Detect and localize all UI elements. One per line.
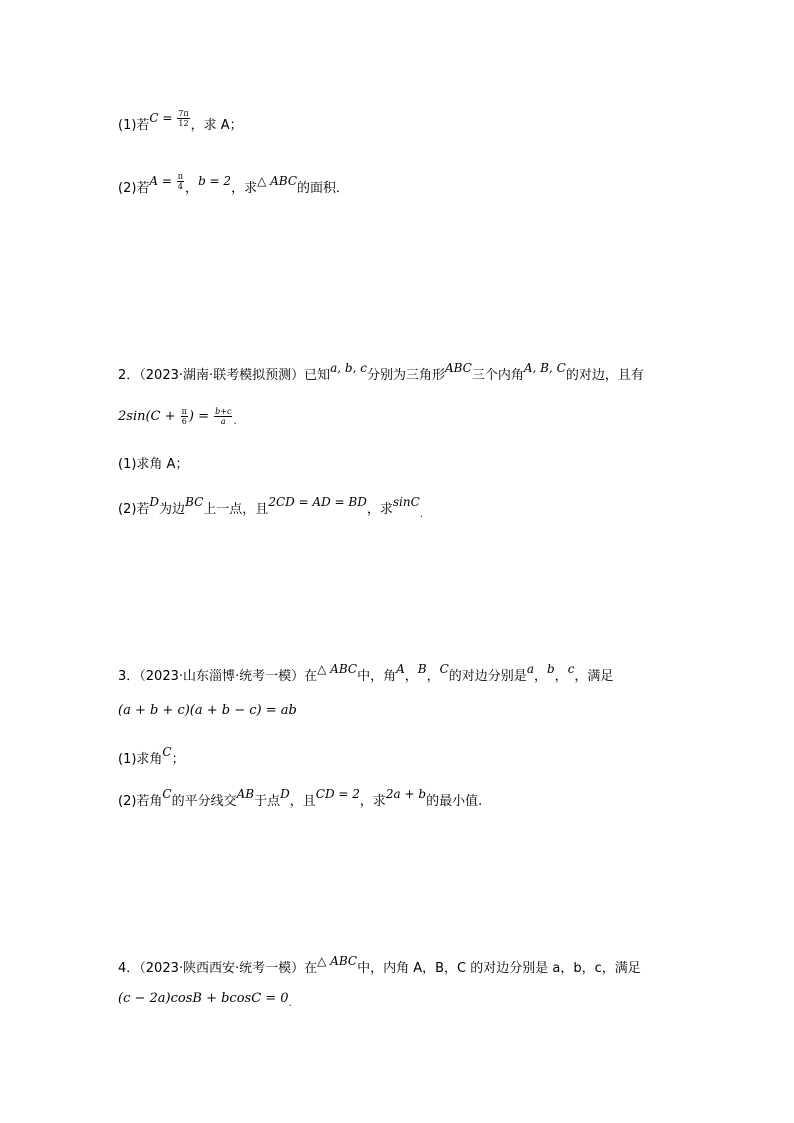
fraction-denominator: a [220,417,226,426]
period: . [288,998,292,1009]
fraction [177,172,184,191]
text-segment: 的平分线交 [171,794,237,809]
text-segment: ，求 A； [190,118,243,133]
fraction [177,109,189,128]
text-segment: ，求 [366,502,393,517]
math-expression: D [149,495,160,509]
math-expression: C + [150,409,180,424]
text-segment: (1)求角 A； [118,457,189,472]
text-segment: ，且 [289,794,316,809]
sub-question-2-2 [118,495,754,520]
text-segment: 的最小值. [426,794,483,809]
text-segment: ，求 [231,181,258,196]
question-3-stem [118,662,754,686]
text-segment: 的对边，且有 [565,368,644,383]
math-expression: C [162,787,172,801]
question-4-stem [118,954,754,978]
text-segment: ， [426,669,440,684]
fraction [214,407,232,426]
text-segment: 为边 [159,502,186,517]
math-expression: A [396,662,405,676]
math-expression: C [162,745,172,759]
text-segment: ， [185,181,199,196]
sub-question-3-2 [118,787,754,811]
text-segment: ， [533,669,547,684]
math-expression: ) = [188,409,214,424]
text-segment: 3．（2023·山东淄博·统考一模）在 [118,669,318,684]
math-expression: a, b, c [330,361,367,375]
text-segment: 分别为三角形 [366,368,445,383]
fraction-denominator: 6 [181,417,187,426]
math-expression: △ ABC [317,662,358,676]
question-4-condition [118,990,754,1009]
math-expression: AB [236,787,255,801]
text-segment: (2)若 [118,502,150,517]
question-2-stem [118,361,754,385]
math-expression: b [546,662,555,676]
fraction [181,407,188,426]
period: . [233,416,237,427]
sub-question-2-1 [118,456,754,474]
math-expression: 2sin( [118,409,151,424]
text-segment: (1)若 [118,118,150,133]
fraction-numerator: π [181,407,187,416]
text-segment: (2)若角 [118,794,163,809]
text-segment: 于点 [254,794,281,809]
math-expression: (c − 2a)cosB + bcosC = 0 [118,991,289,1006]
sub-question-3-1 [118,745,754,769]
math-expression: B [417,662,427,676]
math-expression: △ ABC [257,174,298,188]
text-segment: 的面积． [297,181,350,196]
fraction-numerator: π [177,172,184,181]
math-expression: ABC [444,361,472,375]
math-expression: sinC [392,495,420,509]
text-segment: ； [171,752,185,767]
text-segment: ， [554,669,568,684]
fraction-denominator: 12 [178,119,189,128]
text-segment: 三个内角 [471,368,524,383]
math-expression: D [280,787,290,801]
text-segment: ，满足 [574,669,614,684]
text-segment: 2．（2023·湖南·联考模拟预测）已知 [118,368,331,383]
math-expression: b = 2 [198,174,232,188]
fraction-numerator: b+c [215,407,232,416]
math-expression: BC [185,495,204,509]
math-expression: C = [149,111,177,125]
math-expression: a [526,662,534,676]
math-expression: C [439,662,449,676]
math-expression: 2CD = AD = BD [268,495,367,509]
text-segment: 中，内角 A，B，C 的对边分别是 a，b，c，满足 [357,961,641,976]
text-segment: 上一点，且 [203,502,269,517]
math-expression: △ ABC [317,954,358,968]
fraction-denominator: 4 [177,182,183,191]
text-segment: ，求 [359,794,386,809]
text-segment: (2)若 [118,181,150,196]
text-segment: 中，角 [357,669,397,684]
math-expression: CD = 2 [315,787,360,801]
math-expression: 2a + b [385,787,427,801]
question-2-condition [118,407,754,427]
fraction-numerator: 7π [178,109,189,118]
text-segment: ， [404,669,418,684]
question-3-condition [118,702,754,720]
math-expression: A, B, C [523,361,566,375]
text-segment: 的对边分别是 [448,669,527,684]
math-expression: c [567,662,575,676]
math-expression: A = [149,174,176,188]
math-expression: (a + b + c)(a + b − c) = ab [118,703,297,718]
sub-question-1-2 [118,172,754,198]
text-segment: (1)求角 [118,752,163,767]
text-segment: 4．（2023·陕西西安·统考一模）在 [118,961,318,976]
period: . [419,509,423,520]
